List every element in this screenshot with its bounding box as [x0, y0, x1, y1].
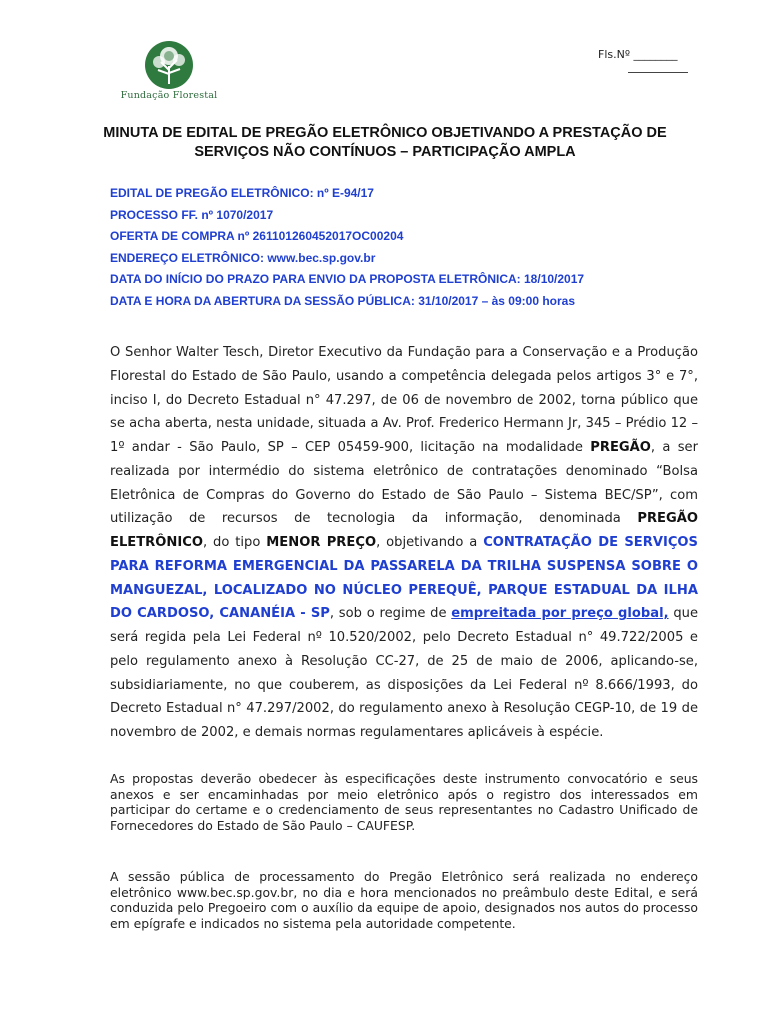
modality-pregao: PREGÃO: [590, 440, 651, 455]
meta-session-opening: DATA E HORA DA ABERTURA DA SESSÃO PÚBLICA: 31/10/2017 – às 09:00 horas: [110, 293, 576, 308]
preamble-text-2: , a ser realizada por intermédio do sistema eletrônico de contratações denominado “Bolsa Eletrônica de Compras do Governo do Estado de São Paulo – Sistema BEC/SP”, com utilização de recursos de tecnologia da informação, denominada: [110, 440, 698, 527]
proposals-paragraph: As propostas deverão obedecer às especificações deste instrumento convocatório e seus anexos e ser encaminhadas por meio eletrônico após o registro dos interessados em participar do certame e o credenciamento de seus representantes no Cadastro Unificado de Fornecedores do Estado de São Paulo – CAUFESP.: [110, 771, 698, 833]
fls-signature-line: [628, 72, 688, 73]
contract-object: CONTRATAÇÃO DE SERVIÇOS PARA REFORMA EMERGENCIAL DA PASSARELA DA TRILHA SUSPENSA SOBRE O MANGUEZAL, LOCALIZADO NO NÚCLEO PEREQUÊ, PARQUE ESTADUAL DA ILHA DO CARDOSO, CANANÉIA - SP: [110, 535, 698, 622]
preamble-text-4: , objetivando a: [376, 535, 484, 550]
meta-proposal-start-date: DATA DO INÍCIO DO PRAZO PARA ENVIO DA PROPOSTA ELETRÔNICA: 18/10/2017: [110, 272, 585, 287]
preamble-text-6: que será regida pela Lei Federal nº 10.520/2002, pelo Decreto Estadual n° 49.722/2005 e pelo regulamento anexo à Resolução CC-27, de 25 de maio de 2006, aplicando-se, subsidiariamente, no que couberem, as disposições da Lei Federal nº 8.666/1993, do Decreto Estadual n° 47.297/2002, do regulamento anexo à Resolução CEGP-10, de 19 de novembro de 2002, e demais normas regulamentares aplicáveis à espécie.: [110, 606, 698, 740]
preamble-paragraph: [110, 341, 698, 745]
fundacao-florestal-logo: [108, 40, 230, 106]
document-title: MINUTA DE EDITAL DE PREGÃO ELETRÔNICO OBJETIVANDO A PRESTAÇÃO DE SERVIÇOS NÃO CONTÍNUOS – PARTICIPAÇÃO AMPLA: [103, 125, 667, 160]
preamble-text-3: , do tipo: [202, 535, 267, 550]
preamble-text-1: O Senhor Walter Tesch, Diretor Executivo da Fundação para a Conservação e a Produção Florestal do Estado de São Paulo, usando a competência delegada pelos artigos 3° e 7°, inciso I, do Decreto Estadual n° 47.297, de 06 de novembro de 2002, torna público que se acha aberta, nesta unidade, situada a Av. Prof. Frederico Hermann Jr, 345 – Prédio 12 – 1º andar - São Paulo, SP – CEP 05459-900, licitação na modalidade: [110, 345, 698, 455]
meta-edital-number: EDITAL DE PREGÃO ELETRÔNICO: nº E-94/17: [110, 186, 374, 200]
meta-purchase-offer: OFERTA DE COMPRA nº 261101260452017OC00204: [110, 229, 404, 244]
meta-process-number: PROCESSO FF. nº 1070/2017: [110, 207, 274, 222]
meta-electronic-address: ENDEREÇO ELETRÔNICO: www.bec.sp.gov.br: [110, 250, 376, 265]
fls-number-field: Fls.Nº ________: [598, 48, 678, 61]
edital-metadata: [110, 183, 710, 313]
logo-text: Fundação Florestal: [120, 90, 218, 101]
preamble-text-5: , sob o regime de: [329, 606, 452, 622]
menor-preco: MENOR PREÇO: [266, 535, 377, 550]
tree-emblem-icon: [144, 40, 194, 90]
pregao-eletronico: PREGÃO ELETRÔNICO: [110, 511, 698, 550]
public-session-paragraph: A sessão pública de processamento do Pregão Eletrônico será realizada no endereço eletrônico www.bec.sp.gov.br, no dia e hora mencionados no preâmbulo deste Edital, e será conduzida pelo Pregoeiro com o auxílio da equipe de apoio, designados nos autos do processo em epígrafe e indicados no sistema pela autoridade competente.: [110, 869, 698, 931]
contract-regime: empreitada por preço global,: [451, 606, 669, 622]
